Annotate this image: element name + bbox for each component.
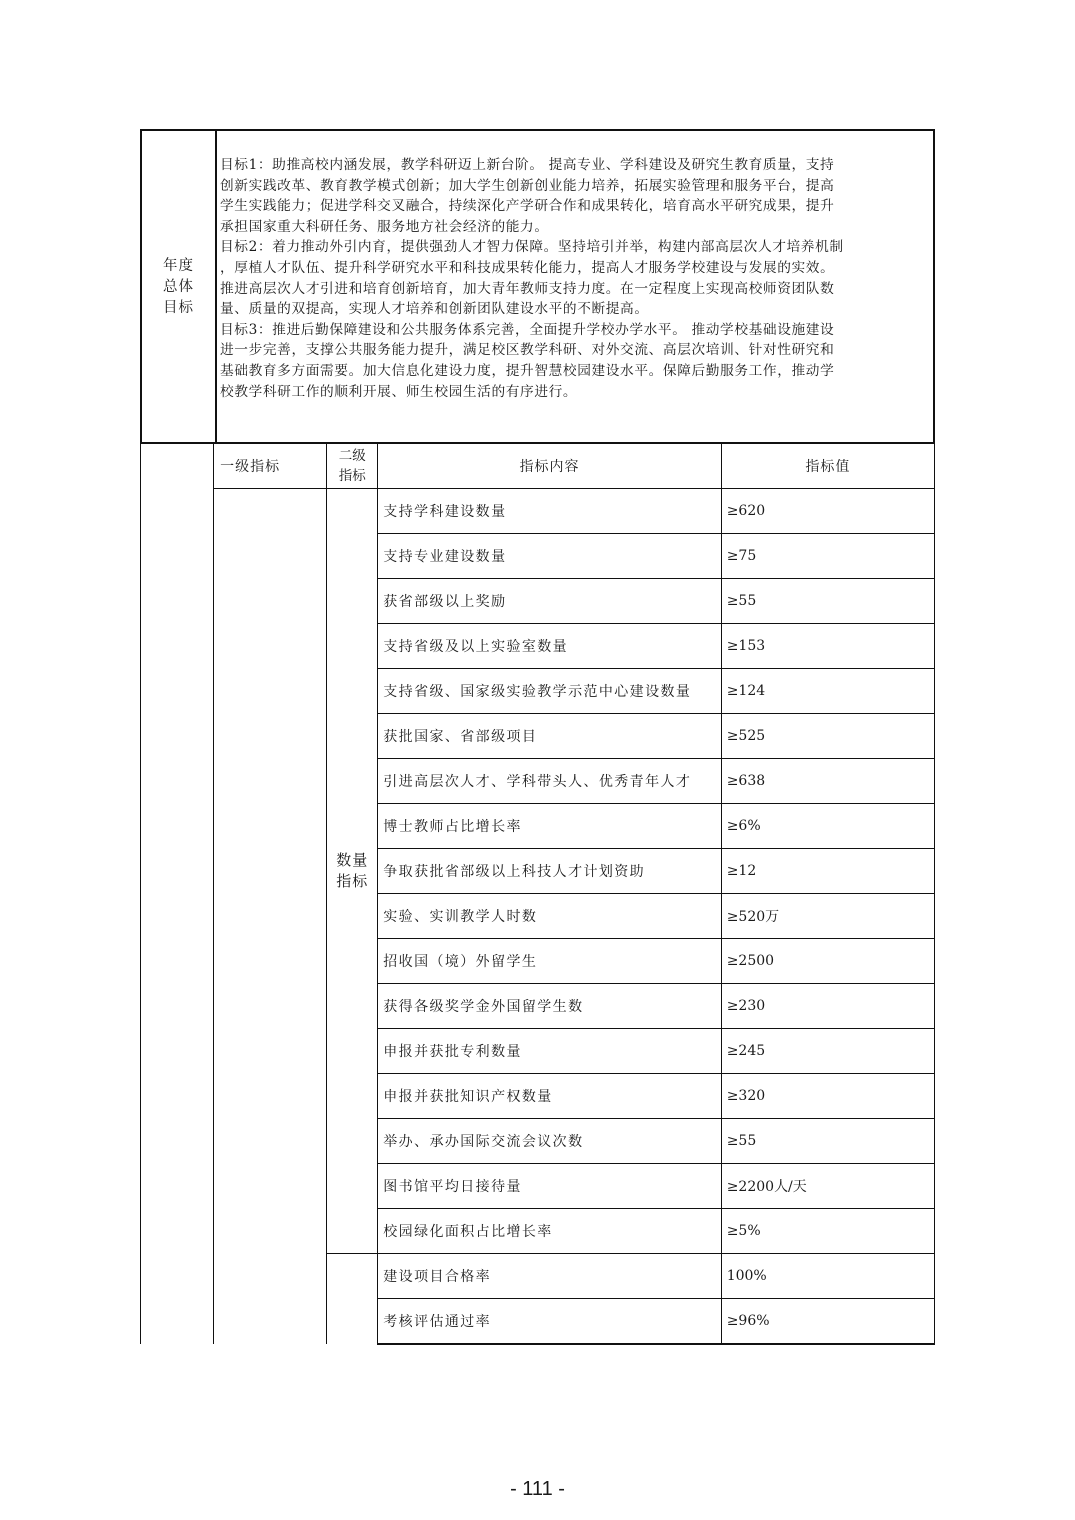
goal-line: 推进高层次人才引进和培育创新培育，加大青年教师支持力度。在一定程度上实现高校师资团队数 xyxy=(220,280,835,297)
goal-line: 基础教育多方面需要。加大信息化建设力度，提升智慧校园建设水平。保障后勤服务工作，推动学 xyxy=(220,362,835,379)
indicator-value: ≥96% xyxy=(721,1299,934,1345)
indicator-content: 获省部级以上奖励 xyxy=(378,579,721,624)
indicator-content: 博士教师占比增长率 xyxy=(378,804,721,849)
indicator-content: 获批国家、省部级项目 xyxy=(378,714,721,759)
indicator-value: 100% xyxy=(721,1254,934,1299)
indicator-value: ≥124 xyxy=(721,669,934,714)
goal-line: 目标1：助推高校内涵发展，教学科研迈上新台阶。 提高专业、学科建设及研究生教育质量，支持 xyxy=(220,157,835,173)
indicator-content: 校园绿化面积占比增长率 xyxy=(378,1209,721,1254)
indicator-value: ≥153 xyxy=(721,624,934,669)
annual-goal-block xyxy=(140,129,935,443)
indicator-content: 支持省级、国家级实验教学示范中心建设数量 xyxy=(378,669,721,714)
indicator-content: 申报并获批专利数量 xyxy=(378,1029,721,1074)
header-level1: 一级指标 xyxy=(214,443,327,489)
goal-line: 量、质量的双提高，实现人才培养和创新团队建设水平的不断提高。 xyxy=(220,301,649,318)
indicator-content: 争取获批省部级以上科技人才计划资助 xyxy=(378,849,721,894)
table-header-row xyxy=(141,443,935,489)
header-level2: 二级 指标 xyxy=(327,443,378,489)
goal-line: 承担国家重大科研任务、服务地方社会经济的能力。 xyxy=(220,218,549,235)
indicator-value: ≥5% xyxy=(721,1209,934,1254)
goal-line: 目标2：着力推动外引内育，提供强劲人才智力保障。坚持培引并举，构建内部高层次人才培养机制 xyxy=(220,239,844,256)
indicator-value: ≥525 xyxy=(721,714,934,759)
quantity-group-label: 数量 指标 xyxy=(327,489,378,1254)
indicator-content: 支持专业建设数量 xyxy=(378,534,721,579)
indicator-content: 图书馆平均日接待量 xyxy=(378,1164,721,1209)
header-content: 指标内容 xyxy=(378,443,721,489)
indicator-value: ≥6% xyxy=(721,804,934,849)
performance-indicator-table xyxy=(140,442,935,1345)
indicator-value: ≥2500 xyxy=(721,939,934,984)
indicator-content: 招收国（境）外留学生 xyxy=(378,939,721,984)
goal-line: 校教学科研工作的顺利开展、师生校园生活的有序进行。 xyxy=(220,383,578,400)
goal-line: 目标3：推进后勤保障建设和公共服务体系完善，全面提升学校办学水平。 推动学校基础设施建设 xyxy=(220,321,835,338)
quality-group-label xyxy=(327,1254,378,1345)
indicator-value: ≥55 xyxy=(721,579,934,624)
outer-blank-column xyxy=(141,443,214,1344)
indicator-content: 建设项目合格率 xyxy=(378,1254,721,1299)
indicator-content: 举办、承办国际交流会议次数 xyxy=(378,1119,721,1164)
level1-cell xyxy=(214,489,327,1345)
indicator-value: ≥520万 xyxy=(721,894,934,939)
indicator-content: 引进高层次人才、学科带头人、优秀青年人才 xyxy=(378,759,721,804)
indicator-content: 申报并获批知识产权数量 xyxy=(378,1074,721,1119)
goal-line: 进一步完善，支撑公共服务能力提升，满足校区教学科研、对外交流、高层次培训、针对性研究和 xyxy=(220,342,835,359)
indicator-value: ≥55 xyxy=(721,1119,934,1164)
header-value: 指标值 xyxy=(721,443,934,489)
indicator-value: ≥75 xyxy=(721,534,934,579)
annual-goal-text xyxy=(220,155,928,402)
goal-line: 创新实践改革、教育教学模式创新；加大学生创新创业能力培养，拓展实验管理和服务平台，提高 xyxy=(220,177,835,194)
indicator-value: ≥620 xyxy=(721,489,934,534)
page-number: - 111 - xyxy=(510,1478,565,1500)
goal-line: 学生实践能力；促进学科交叉融合，持续深化产学研合作和成果转化，培育高水平研究成果，提升 xyxy=(220,198,835,215)
indicator-value: ≥320 xyxy=(721,1074,934,1119)
indicator-content: 支持学科建设数量 xyxy=(378,489,721,534)
table-row xyxy=(141,489,935,534)
goal-label-line: 总体 xyxy=(163,278,194,295)
indicator-value: ≥12 xyxy=(721,849,934,894)
indicator-content: 获得各级奖学金外国留学生数 xyxy=(378,984,721,1029)
indicator-value: ≥230 xyxy=(721,984,934,1029)
goal-label-line: 目标 xyxy=(163,299,194,316)
indicator-content: 实验、实训教学人时数 xyxy=(378,894,721,939)
indicator-value: ≥245 xyxy=(721,1029,934,1074)
annual-goal-label xyxy=(142,131,217,443)
goal-label-line: 年度 xyxy=(163,257,194,274)
goal-line: ，厚植人才队伍、提升科学研究水平和科技成果转化能力，提高人才服务学校建设与发展的实效。 xyxy=(220,259,835,276)
indicator-value: ≥638 xyxy=(721,759,934,804)
indicator-content: 支持省级及以上实验室数量 xyxy=(378,624,721,669)
indicator-value: ≥2200人/天 xyxy=(721,1164,934,1209)
indicator-content: 考核评估通过率 xyxy=(378,1299,721,1345)
